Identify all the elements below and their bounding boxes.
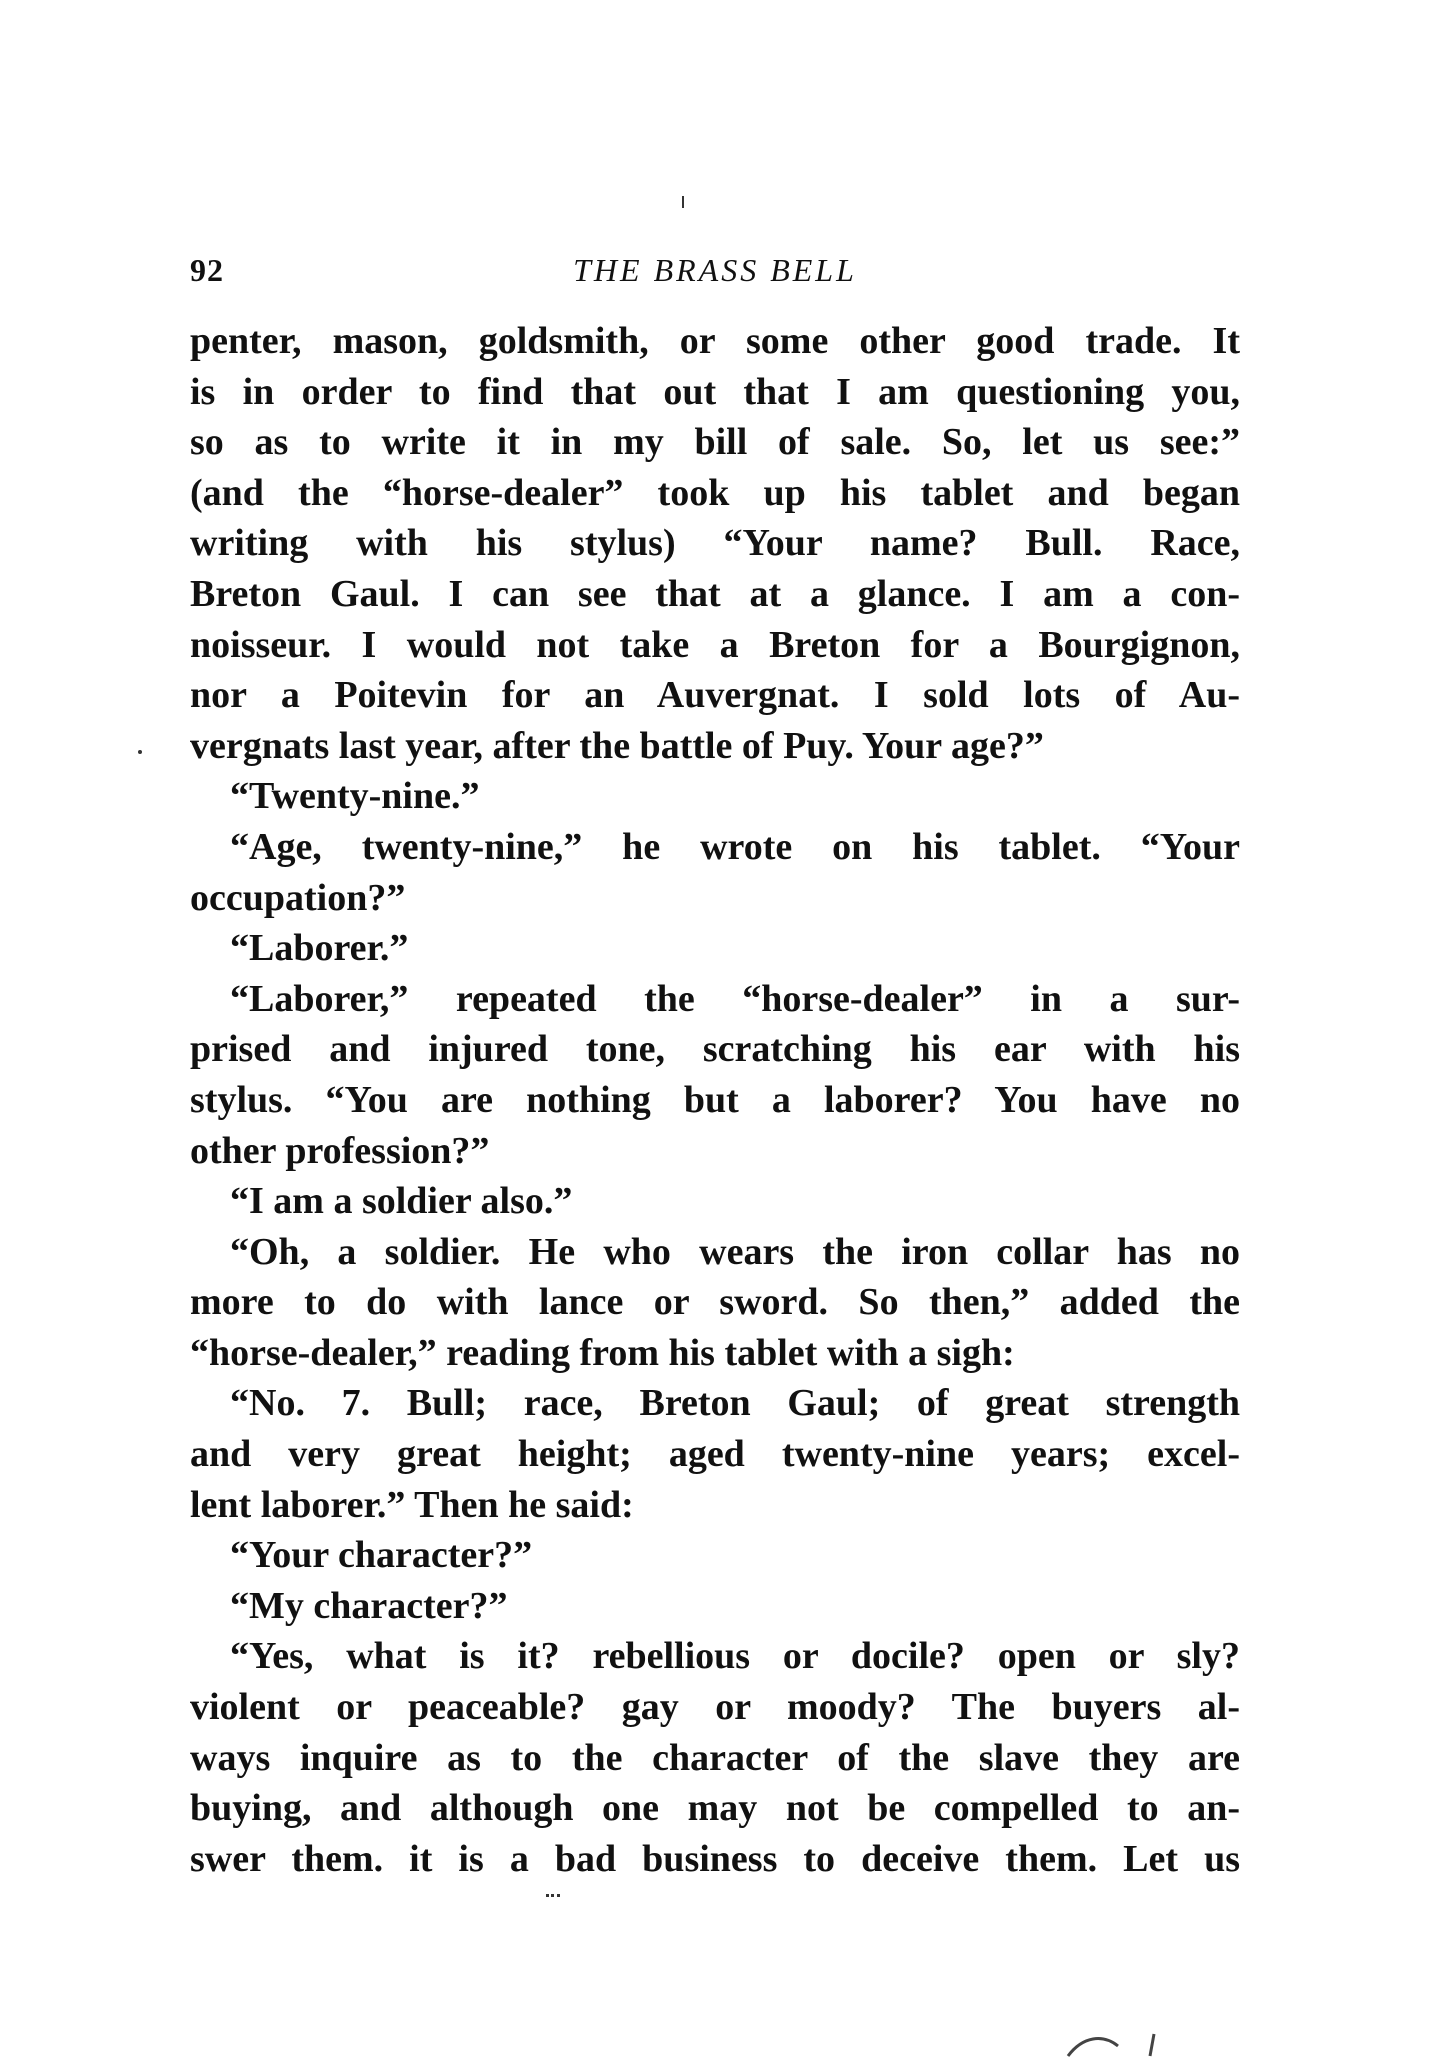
text-line: stylus. “You are nothing but a laborer? You have no: [190, 1078, 1240, 1121]
text-line: “Age, twenty-nine,” he wrote on his tablet. “Your: [230, 825, 1240, 868]
text-line: Breton Gaul. I can see that at a glance. I am a con-: [190, 572, 1240, 615]
text-line: other profession?”: [190, 1129, 490, 1172]
text-line: (and the “horse-dealer” took up his tablet and began: [190, 471, 1240, 514]
text-line: “horse-dealer,” reading from his tablet with a sigh:: [190, 1331, 1015, 1374]
text-line: writing with his stylus) “Your name? Bull. Race,: [190, 522, 1240, 565]
running-title: THE BRASS BELL: [573, 252, 857, 288]
text-line: and very great height; aged twenty-nine years; excel-: [190, 1433, 1240, 1476]
text-line: swer them. it is a bad business to deceive them. Let us: [190, 1837, 1240, 1880]
text-line: prised and injured tone, scratching his ear with his: [190, 1028, 1240, 1071]
text-line: “No. 7. Bull; race, Breton Gaul; of great strength: [230, 1382, 1240, 1425]
text-line: is in order to find that out that I am questioning you,: [190, 370, 1240, 413]
text-line: “Twenty-nine.”: [230, 775, 480, 818]
print-speck: [546, 1894, 560, 1901]
text-line: “My character?”: [230, 1584, 508, 1627]
text-line: noisseur. I would not take a Breton for a Bourgignon,: [190, 623, 1240, 666]
text-line: so as to write it in my bill of sale. So, let us see:”: [190, 421, 1240, 464]
text-line: “Your character?”: [230, 1534, 533, 1577]
print-speck: [138, 750, 142, 754]
text-line: violent or peaceable? gay or moody? The buyers al-: [190, 1686, 1240, 1729]
page-header: [190, 252, 1240, 296]
print-speck: [682, 196, 684, 208]
body-text: [190, 316, 1240, 1884]
text-line: vergnats last year, after the battle of Puy. Your age?”: [190, 724, 1044, 767]
text-line: “Laborer.”: [230, 927, 409, 970]
text-line: “Oh, a soldier. He who wears the iron collar has no: [230, 1230, 1240, 1273]
text-line: “Yes, what is it? rebellious or docile? open or sly?: [230, 1635, 1240, 1678]
text-line: lent laborer.” Then he said:: [190, 1483, 634, 1526]
scan-artifact: [1058, 2018, 1178, 2058]
text-line: “Laborer,” repeated the “horse-dealer” in a sur-: [230, 977, 1240, 1020]
page-number: 92: [190, 252, 224, 288]
text-line: buying, and although one may not be compelled to an-: [190, 1787, 1240, 1830]
text-line: “I am a soldier also.”: [230, 1180, 573, 1223]
text-line: penter, mason, goldsmith, or some other good trade. It: [190, 320, 1240, 362]
text-line: ways inquire as to the character of the slave they are: [190, 1736, 1240, 1779]
text-line: occupation?”: [190, 876, 406, 919]
text-line: more to do with lance or sword. So then,” added the: [190, 1281, 1240, 1324]
text-line: nor a Poitevin for an Auvergnat. I sold lots of Au-: [190, 674, 1240, 717]
